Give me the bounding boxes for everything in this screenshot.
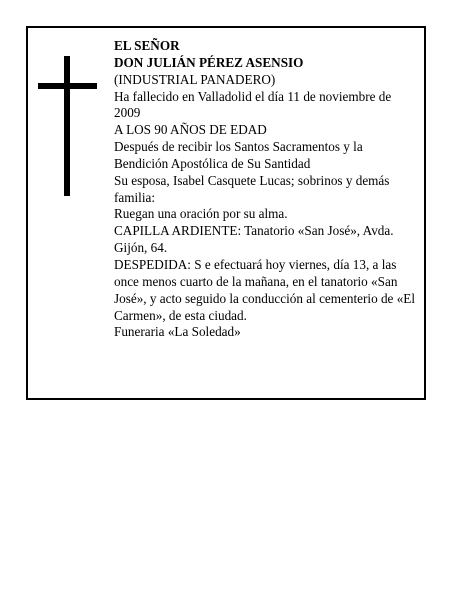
death-place-date-line: Ha fallecido en Valladolid el día 11 de noviembre de — [114, 88, 392, 104]
cross-vertical-bar — [64, 56, 70, 196]
prayer-request-line: Ruegan una oración por su alma. — [114, 206, 288, 222]
cross-horizontal-bar — [38, 83, 97, 89]
deceased-name: DON JULIÁN PÉREZ ASENSIO — [114, 54, 304, 70]
farewell-procession-line: José», y acto seguido la conducción al cementerio de «El — [114, 290, 416, 306]
blessing-line: Bendición Apostólica de Su Santidad — [114, 155, 311, 171]
family-continued-line: familia: — [114, 189, 156, 205]
cemetery-line: Carmen», de esta ciudad. — [114, 307, 247, 323]
death-year-line: 2009 — [114, 105, 141, 121]
farewell-line: DESPEDIDA: S e efectuará hoy viernes, día 13, a las — [114, 256, 397, 272]
honorific-line: EL SEÑOR — [114, 38, 180, 53]
age-line: A LOS 90 AÑOS DE EDAD — [114, 122, 267, 138]
family-line: Su esposa, Isabel Casquete Lucas; sobrinos y demás — [114, 172, 390, 188]
farewell-time-line: once menos cuarto de la mañana, en el tanatorio «San — [114, 273, 398, 289]
chapel-address-line: Gijón, 64. — [114, 240, 168, 256]
obituary-text — [114, 38, 426, 341]
chapel-line: CAPILLA ARDIENTE: Tanatorio «San José», Avda. — [114, 223, 394, 239]
profession-line: (INDUSTRIAL PANADERO) — [114, 71, 276, 87]
sacraments-line: Después de recibir los Santos Sacramentos y la — [114, 139, 363, 155]
funeral-home-line: Funeraria «La Soledad» — [114, 324, 241, 340]
